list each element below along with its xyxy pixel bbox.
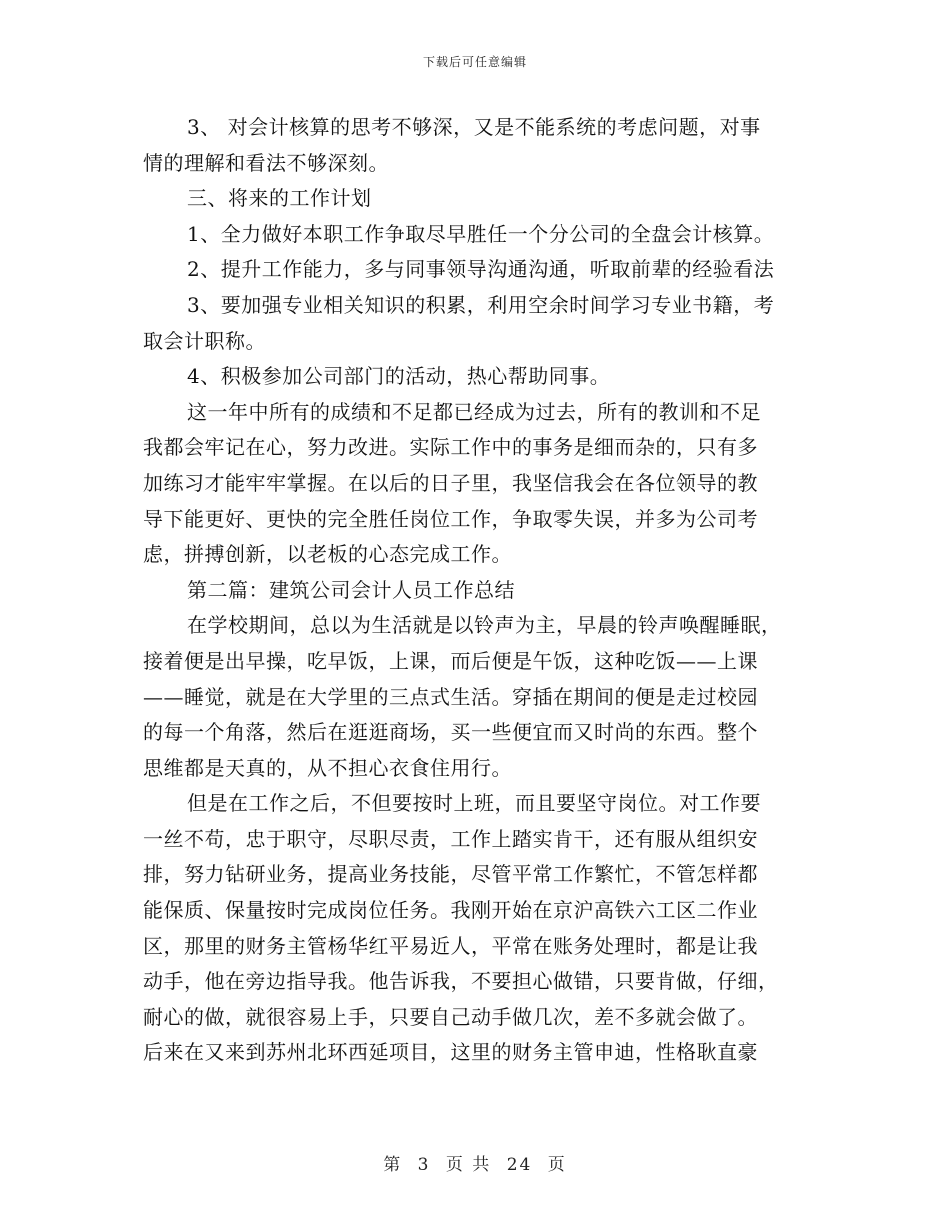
text-line-25: 动手，他在旁边指导我。他告诉我，不要担心做错，只要肯做，仔细， xyxy=(143,969,779,994)
text-line-24: 区，那里的财务主管杨华红平易近人，平常在账务处理时，都是让我 xyxy=(143,933,758,958)
text-line-4: 1、全力做好本职工作争取尽早胜任一个分公司的全盘会计核算。 xyxy=(187,221,775,246)
footer-suffix: 页 xyxy=(547,1155,567,1175)
text-line-18: 的每一个角落，然后在逛逛商场，买一些便宜而又时尚的东西。整个 xyxy=(143,720,758,745)
footer-page-number: 3 xyxy=(417,1155,431,1175)
text-line-6: 3、要加强专业相关知识的积累，利用空余时间学习专业书籍，考 xyxy=(187,292,775,317)
text-line-16: 接着便是出早操，吃早饭，上课，而后便是午饭，这种吃饭——上课 xyxy=(143,648,758,673)
text-line-9: 这一年中所有的成绩和不足都已经成为过去，所有的教训和不足 xyxy=(187,399,761,424)
text-line-11: 加练习才能牢牢掌握。在以后的日子里，我坚信我会在各位领导的教 xyxy=(143,470,758,495)
text-line-19: 思维都是天真的，从不担心衣食住用行。 xyxy=(143,755,512,780)
text-line-23: 能保质、保量按时完成岗位任务。我刚开始在京沪高铁六工区二作业 xyxy=(143,898,758,923)
text-line-15: 在学校期间，总以为生活就是以铃声为主，早晨的铃声唤醒睡眠， xyxy=(187,613,782,638)
text-line-22: 排，努力钻研业务，提高业务技能，尽管平常工作繁忙，不管怎样都 xyxy=(143,862,758,887)
footer-middle: 页 共 xyxy=(445,1155,492,1175)
page-footer xyxy=(0,1150,950,1175)
text-line-21: 一丝不苟，忠于职守，尽职尽责，工作上踏实肯干，还有服从组织安 xyxy=(143,826,758,851)
text-line-26: 耐心的做，就很容易上手，只要自己动手做几次，差不多就会做了。 xyxy=(143,1004,758,1029)
text-line-13: 虑，拼搏创新，以老板的心态完成工作。 xyxy=(143,542,512,567)
footer-total-pages: 24 xyxy=(506,1155,533,1175)
text-line-5: 2、提升工作能力，多与同事领导沟通沟通，听取前辈的经验看法 xyxy=(187,257,775,282)
text-line-7: 取会计职称。 xyxy=(143,328,266,353)
section-title: 第二篇：建筑公司会计人员工作总结 xyxy=(187,577,515,602)
text-line-17: ——睡觉，就是在大学里的三点式生活。穿插在期间的便是走过校园 xyxy=(143,684,758,709)
text-line-10: 我都会牢记在心，努力改进。实际工作中的事务是细而杂的，只有多 xyxy=(143,435,758,460)
text-line-8: 4、积极参加公司部门的活动，热心帮助同事。 xyxy=(187,364,611,389)
text-line-20: 但是在工作之后，不但要按时上班，而且要坚守岗位。对工作要 xyxy=(187,791,761,816)
document-body xyxy=(143,110,803,1071)
footer-prefix: 第 xyxy=(383,1155,403,1175)
text-line-3: 三、将来的工作计划 xyxy=(187,186,372,211)
text-line-1: 3、 对会计核算的思考不够深，又是不能系统的考虑问题，对事 xyxy=(187,115,761,139)
text-line-12: 导下能更好、更快的完全胜任岗位工作，争取零失误，并多为公司考 xyxy=(143,506,758,531)
text-line-2: 情的理解和看法不够深刻。 xyxy=(143,150,389,175)
text-line-27: 后来在又来到苏州北环西延项目，这里的财务主管申迪，性格耿直豪 xyxy=(143,1040,758,1065)
page-header: 下载后可任意编辑 xyxy=(422,55,527,69)
